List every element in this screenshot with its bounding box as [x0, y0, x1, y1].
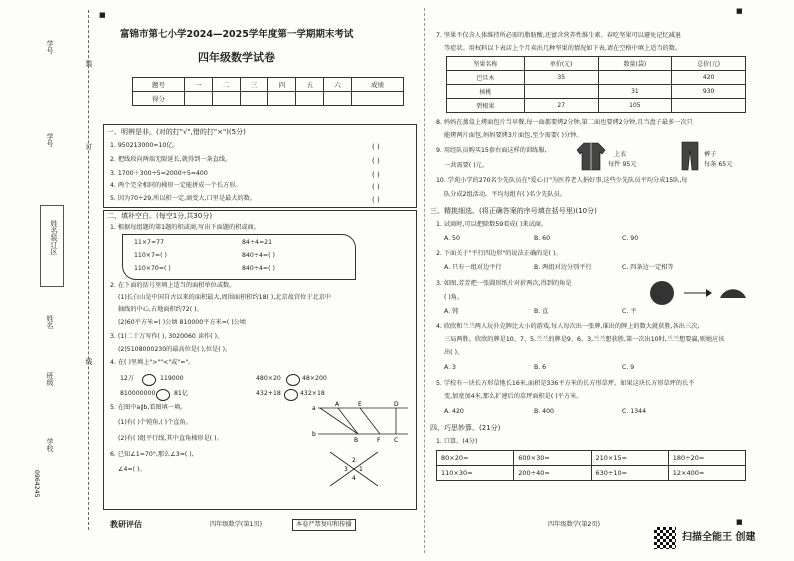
- page-number-left: 四年级数学(第1页): [210, 521, 263, 528]
- nut-row: [447, 99, 746, 113]
- fig-label: D: [394, 401, 399, 408]
- oral-row: [437, 466, 746, 481]
- compare-left: 810000000: [120, 390, 156, 397]
- oral-cell[interactable]: 630÷10=: [591, 466, 668, 481]
- serial-number: 0964245: [33, 470, 41, 498]
- q5-2: (2)有( )组平行线,其中直角梯形是( )。: [118, 435, 223, 442]
- mc3-a[interactable]: A. 钝: [444, 308, 459, 315]
- page-mark-left: ■: [99, 11, 106, 19]
- oral-cell[interactable]: 80×20=: [437, 451, 514, 466]
- mc2-a[interactable]: A. 只有一组对边平行: [444, 264, 502, 271]
- margin-box: [40, 205, 64, 287]
- nut-table: [446, 56, 746, 113]
- compare-right: 48×200: [302, 375, 327, 382]
- q2-text: 2. 在下面的括号里填上适当的面积单位或数。: [110, 282, 236, 289]
- score-header-cell: 五: [296, 78, 324, 92]
- angle-figure: [326, 448, 382, 490]
- q8-text: 8. 妈妈在蒸盒上烤面包片当早餐,每一面都要烤2分钟,第二面也要烤2分钟,且当盘子最多一次只: [436, 119, 693, 126]
- q6b-text: ∠4=( )。: [118, 466, 146, 473]
- score-cell[interactable]: [240, 92, 268, 106]
- calc-right: 840÷4=( ): [242, 252, 275, 259]
- oral-row: [437, 451, 746, 466]
- score-cell[interactable]: [351, 92, 403, 106]
- q2-1: (1)长白山是中国自古以来的面积最大,周围面积积约18( ),北京故宫位于北京中: [118, 294, 331, 301]
- oral-cell[interactable]: 600×30=: [514, 451, 591, 466]
- compare-circle[interactable]: [284, 389, 298, 401]
- q4-text: 4. 在( )里填上">""<"或"="。: [110, 359, 195, 366]
- pants-price: 每条 65元: [704, 161, 733, 168]
- top-price: 每件 95元: [608, 161, 637, 168]
- page-divider: [424, 8, 425, 553]
- compare-circle[interactable]: [156, 389, 170, 401]
- section1-item: 4. 两个完全相同的梯形一定能拼成一个长方形。: [110, 182, 242, 189]
- top-label: 上衣: [614, 151, 627, 158]
- nut-cell: 35: [524, 71, 598, 85]
- margin-label-8: 班级: [46, 372, 54, 386]
- mc5-c[interactable]: C. 1344: [622, 408, 647, 415]
- oral-cell[interactable]: 12×400=: [668, 466, 745, 481]
- q5-text: 5. 在图中a∥b,看图填一填。: [110, 404, 187, 411]
- nut-header-cell: 坚果名称: [447, 57, 525, 71]
- fig-label: F: [377, 437, 381, 444]
- mc1-a[interactable]: A. 50: [444, 235, 460, 242]
- compare-circle[interactable]: [286, 374, 300, 386]
- angle-label: 3: [344, 466, 348, 473]
- mc3-q2: ( )角。: [444, 294, 464, 301]
- section1-title: 一、明辨是非。(对的打"√",错的打"×")(5分): [107, 128, 246, 136]
- q8b-text: 能烤两片面包,妈妈要烤3片面包,至少需要( )分钟。: [444, 132, 583, 139]
- corner-mark-bottom: ■: [736, 518, 743, 526]
- mc4-a[interactable]: A. 3: [444, 364, 456, 371]
- calc-left: 110×7=( ): [134, 252, 167, 259]
- answer-paren[interactable]: ( ): [372, 183, 380, 191]
- stamp-text: 本卷严禁复印和传播: [292, 519, 356, 531]
- score-table: [132, 77, 404, 106]
- score-cell[interactable]: [296, 92, 324, 106]
- oral-title: 1. 口算。(4分): [436, 438, 478, 445]
- answer-paren[interactable]: ( ): [372, 171, 380, 179]
- mc1-b[interactable]: B. 60: [534, 235, 551, 242]
- pants-image: [680, 140, 700, 172]
- nut-row: [447, 85, 746, 99]
- scanner-watermark: 扫描全能王 创建: [682, 532, 756, 543]
- score-table-row: [133, 92, 404, 106]
- compare-right: 119000: [160, 375, 184, 382]
- nut-cell: 930: [672, 85, 746, 99]
- q7b-text: 等症状。用权料以下表店上个月卖出几种坚果的情况如下表,请在空格中填上适当的数。: [444, 45, 682, 52]
- nut-cell: 105: [598, 99, 672, 113]
- score-row-label: 得分: [133, 92, 185, 106]
- mc2-b[interactable]: B. 两组对边分别平行: [534, 264, 592, 271]
- q1-text: 1. 根据每组题的第1题的积或商,写出下面题的积或商。: [110, 224, 260, 231]
- nut-row: [447, 71, 746, 85]
- nut-cell: 碧根果: [447, 99, 525, 113]
- section1-item: 2. 把线段向两端无限延长,就得到一条直线。: [110, 156, 232, 163]
- score-header-cell: 二: [212, 78, 240, 92]
- q3-2: (2)5108000230的最高位是( ),位是( )。: [118, 346, 232, 353]
- compare-circle[interactable]: [142, 374, 156, 386]
- margin-label-5: 姓名装订区: [50, 220, 58, 255]
- margin-label-7: 姓名: [46, 315, 54, 329]
- fig-label: E: [358, 401, 362, 408]
- score-header-cell: 题号: [133, 78, 185, 92]
- margin-label-6: 线: [85, 358, 93, 365]
- review-sign: 教研评估: [110, 520, 142, 529]
- q10b-text: 队分成2组活动。平均每组有( )名少先队员。: [444, 191, 567, 198]
- compare-right: 81亿: [174, 390, 189, 397]
- score-header-cell: 一: [184, 78, 212, 92]
- margin-label-4: 订: [85, 143, 93, 150]
- circle-fold-figure: [648, 278, 748, 308]
- q10-text: 10. 学苑小学的270名少先队员在"爱心日"为医养老人捐好事,这些少先队员平均分成15队,每: [436, 177, 688, 184]
- score-cell[interactable]: [184, 92, 212, 106]
- score-cell[interactable]: [324, 92, 352, 106]
- angle-label: 1: [359, 466, 363, 473]
- nut-cell: 巴旦木: [447, 71, 525, 85]
- calc-right: 84÷4=21: [242, 239, 273, 246]
- nut-header-cell: 总价(元): [672, 57, 746, 71]
- score-header-cell: 四: [268, 78, 296, 92]
- mc3-q: 3. 如图,芳芳把一张圆形纸片对折两次,得到的角是: [436, 280, 572, 287]
- nut-cell: 核桃: [447, 85, 525, 99]
- calc-left: 110×70=( ): [134, 265, 171, 272]
- mc3-c[interactable]: C. 平: [622, 308, 637, 315]
- compare-right: 432×18: [300, 390, 325, 397]
- page-number-right: 四年级数学(第2页): [548, 521, 601, 528]
- score-cell[interactable]: [212, 92, 240, 106]
- margin-label-3: 学号: [46, 133, 54, 147]
- q7-text: 7. 坚果不仅含人体维持所必需的脂肪酸,还富含营养性维生素。春吃坚果可以避免记忆减退: [436, 32, 681, 39]
- nut-cell-blank[interactable]: [598, 71, 672, 85]
- fig-label: C: [394, 437, 399, 444]
- calc-right: 840÷4=( ): [242, 265, 275, 272]
- nut-cell: 27: [524, 99, 598, 113]
- mc4-b[interactable]: B. 6: [534, 364, 547, 371]
- nut-header-cell: 数量(袋): [598, 57, 672, 71]
- score-header-cell: 成绩: [351, 78, 403, 92]
- binding-line: [88, 10, 89, 530]
- margin-label-9: 学校: [46, 438, 54, 452]
- oral-cell[interactable]: 110×30=: [437, 466, 514, 481]
- jacket-image: [576, 140, 606, 172]
- mc4-q3: 出( )。: [444, 349, 464, 356]
- mc2-c[interactable]: C. 四条边一定相等: [622, 264, 674, 271]
- exam-title: 富锦市第七小学2024—2025学年度第一学期期末考试: [120, 29, 354, 40]
- score-header-cell: 六: [324, 78, 352, 92]
- angle-label: 4: [352, 475, 356, 482]
- score-header-cell: 三: [240, 78, 268, 92]
- section2-title: 二、填补空白。(每空1分,共30分): [107, 212, 213, 220]
- mc5-q2: 变,加宽加4米,那么扩建后的草坪面积是( )平方米。: [444, 393, 583, 400]
- score-cell[interactable]: [268, 92, 296, 106]
- oral-table: [436, 450, 746, 481]
- nut-cell-blank[interactable]: [672, 99, 746, 113]
- fig-label: b: [312, 431, 316, 438]
- nut-table-header: [447, 57, 746, 71]
- mc4-c[interactable]: C. 9: [622, 364, 635, 371]
- mc4-q2: 三局两胜。欣欣的牌是10、7、5,兰兰的牌是9、6、3,兰兰想获胜,第一次出10时,兰兰想要赢,则她应该: [444, 336, 725, 343]
- nut-cell: 420: [672, 71, 746, 85]
- compare-left: 12万: [120, 375, 135, 382]
- angle-label: 2: [352, 457, 356, 464]
- oral-cell[interactable]: 180÷20=: [668, 451, 745, 466]
- nut-cell-blank[interactable]: [524, 85, 598, 99]
- fig-label: A: [335, 401, 340, 408]
- calc-left: 11×7=77: [134, 239, 165, 246]
- section1-item: 3. 1700＋300÷5=2000÷5=400: [110, 170, 208, 177]
- q5-1: (1)有( )个钝角,( )个直角。: [118, 419, 192, 426]
- section3-title: 三、精挑细选。(将正确答案的序号填在括号里)(10分): [430, 207, 597, 215]
- section1-item: 5. 因为70÷29,所以积一定,商变大,口里是最大的数。: [110, 195, 257, 202]
- nut-cell: 31: [598, 85, 672, 99]
- answer-paren[interactable]: ( ): [372, 196, 380, 204]
- section1-item: 1. 950213000≈10亿。: [110, 142, 179, 149]
- trapezoid-figure: [312, 400, 412, 444]
- mc1-q: 1. 试商时,可以把除数59看成( )来试商。: [436, 221, 548, 228]
- q3-1: 3. (1)二十万写作( ), 3020060 读作( )。: [110, 333, 224, 340]
- q9-text: 9. 用经队员购买15套右面这样的训练服,: [436, 147, 547, 154]
- mc3-b[interactable]: B. 直: [534, 308, 549, 315]
- answer-paren[interactable]: ( ): [372, 157, 380, 165]
- oral-cell[interactable]: 200÷40=: [514, 466, 591, 481]
- mc1-c[interactable]: C. 90: [622, 235, 639, 242]
- qr-code-icon: [654, 527, 676, 549]
- answer-paren[interactable]: ( ): [372, 143, 380, 151]
- oral-cell[interactable]: 210×15=: [591, 451, 668, 466]
- compare-left: 432+18: [256, 390, 281, 397]
- mc4-q: 4. 欣欣和兰兰两人玩扑克牌比大小的游戏,每人每次出一张牌,谁出的牌上的数大就获胜,各出三次,: [436, 323, 700, 330]
- fig-label: B: [354, 437, 359, 444]
- mc2-q: 2. 下面关于"平行四边形"的说法正确的是( )。: [436, 250, 562, 257]
- q2-1b: 轴线的中心,占地面积约72( )。: [118, 306, 203, 313]
- section4-title: 四、巧思妙算。(21分): [430, 424, 501, 432]
- score-table-header: [133, 78, 404, 92]
- margin-label-1: 学号: [46, 40, 54, 54]
- corner-mark-top: ■: [736, 7, 743, 15]
- mc5-q: 5. 学校有一块长方形草地长16米,面积是336平方米的长方形草坪。如果这块长方形草坪的长不: [436, 380, 695, 387]
- mc5-a[interactable]: A. 420: [444, 408, 464, 415]
- nut-header-cell: 单价(元): [524, 57, 598, 71]
- compare-left: 480×20: [256, 375, 281, 382]
- margin-label-2: 装: [85, 60, 93, 67]
- q6-text: 6. 已知∠1=70°,那么∠3=( ),: [110, 451, 194, 458]
- fig-label: a: [312, 405, 316, 412]
- exam-subtitle: 四年级数学试卷: [198, 51, 275, 64]
- q9b-text: 一共需要( )元。: [444, 162, 488, 169]
- mc5-b[interactable]: B. 400: [534, 408, 554, 415]
- q2-2: (2)60平方米=( )公顷 810000平方米=( )公顷: [118, 319, 247, 326]
- pants-label: 裤子: [704, 151, 717, 158]
